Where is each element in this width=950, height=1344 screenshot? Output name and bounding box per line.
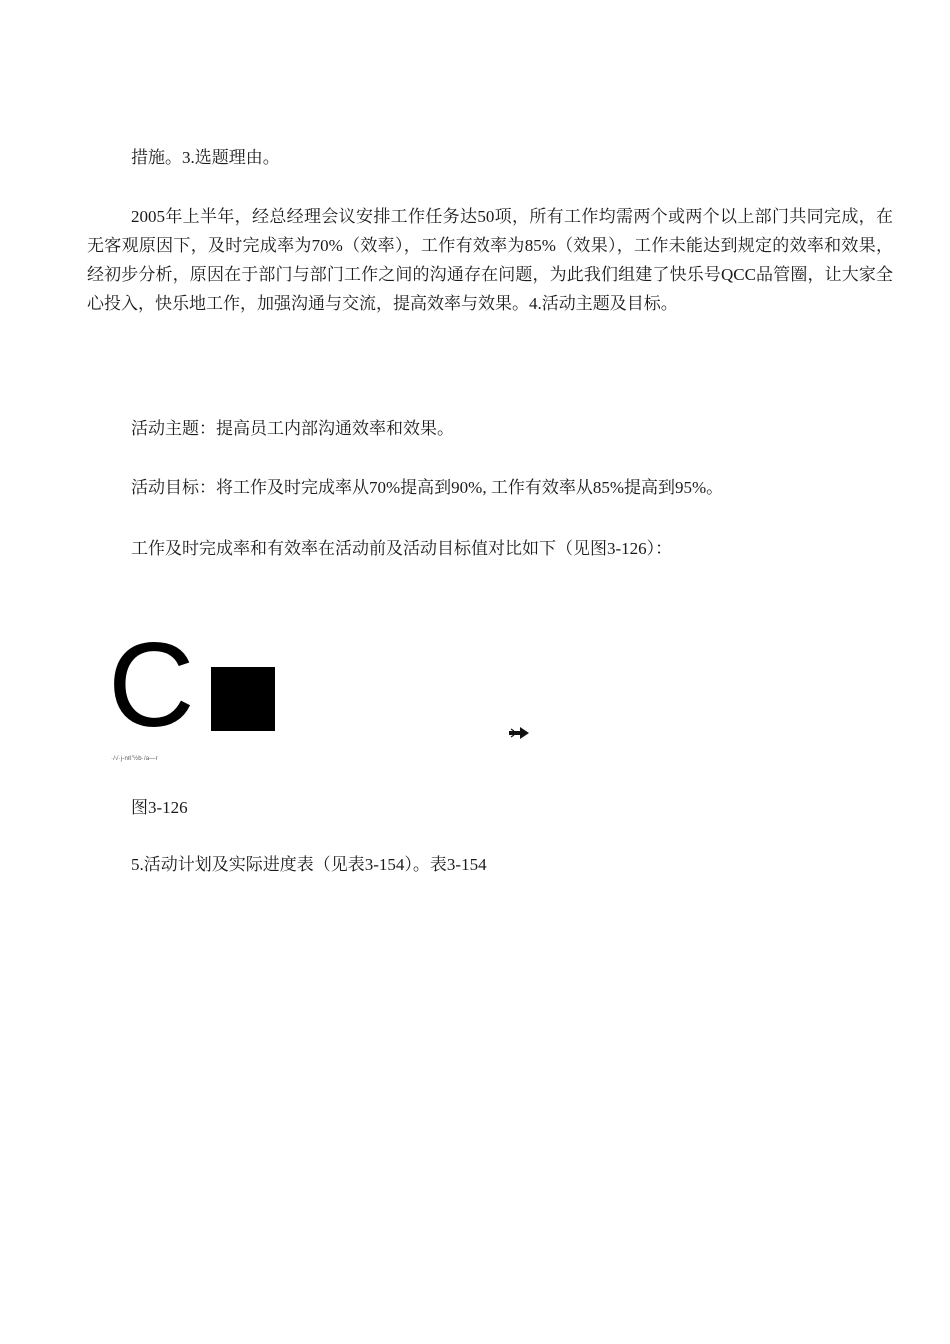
black-square-shape xyxy=(211,667,275,731)
figure-caption-label: 图3-126 xyxy=(131,798,188,817)
paragraph-activity-goal: 活动目标：将工作及时完成率从70%提高到90%, 工作有效率从85%提高到95%。 xyxy=(131,478,724,497)
paragraph-activity-theme: 活动主题：提高员工内部沟通效率和效果。 xyxy=(131,419,454,438)
figure-3-126 xyxy=(108,615,548,775)
figure-big-letter: C xyxy=(108,618,195,752)
paragraph-selection-reason-body: 2005年上半年，经总经理会议安排工作任务达50项，所有工作均需两个或两个以上部门共同完成，在无客观原因下，及时完成率为70%（效率），工作有效率为85%（效果），工作未能达到规定的效率和效果，经初步分析，原因在于部门与部门工作之间的沟通存在问题，为此我们组建了快乐号QCC品管圈，让大家全心投入，快乐地工作，加强沟通与交流，提高效率与效果。4.活动主题及目标。 xyxy=(87,207,893,313)
figure-garbled-caption: ·/√·j-nℓl'½b·/a—r xyxy=(111,756,158,762)
paragraph-selection-reason-heading: 措施。3.选题理由。 xyxy=(131,148,280,167)
paragraph-plan-schedule: 5.活动计划及实际进度表（见表3-154）。表3-154 xyxy=(131,855,487,874)
paragraph-comparison-intro: 工作及时完成率和有效率在活动前及活动目标值对比如下（见图3-126）： xyxy=(131,539,673,558)
arrow-right-icon xyxy=(508,725,530,741)
